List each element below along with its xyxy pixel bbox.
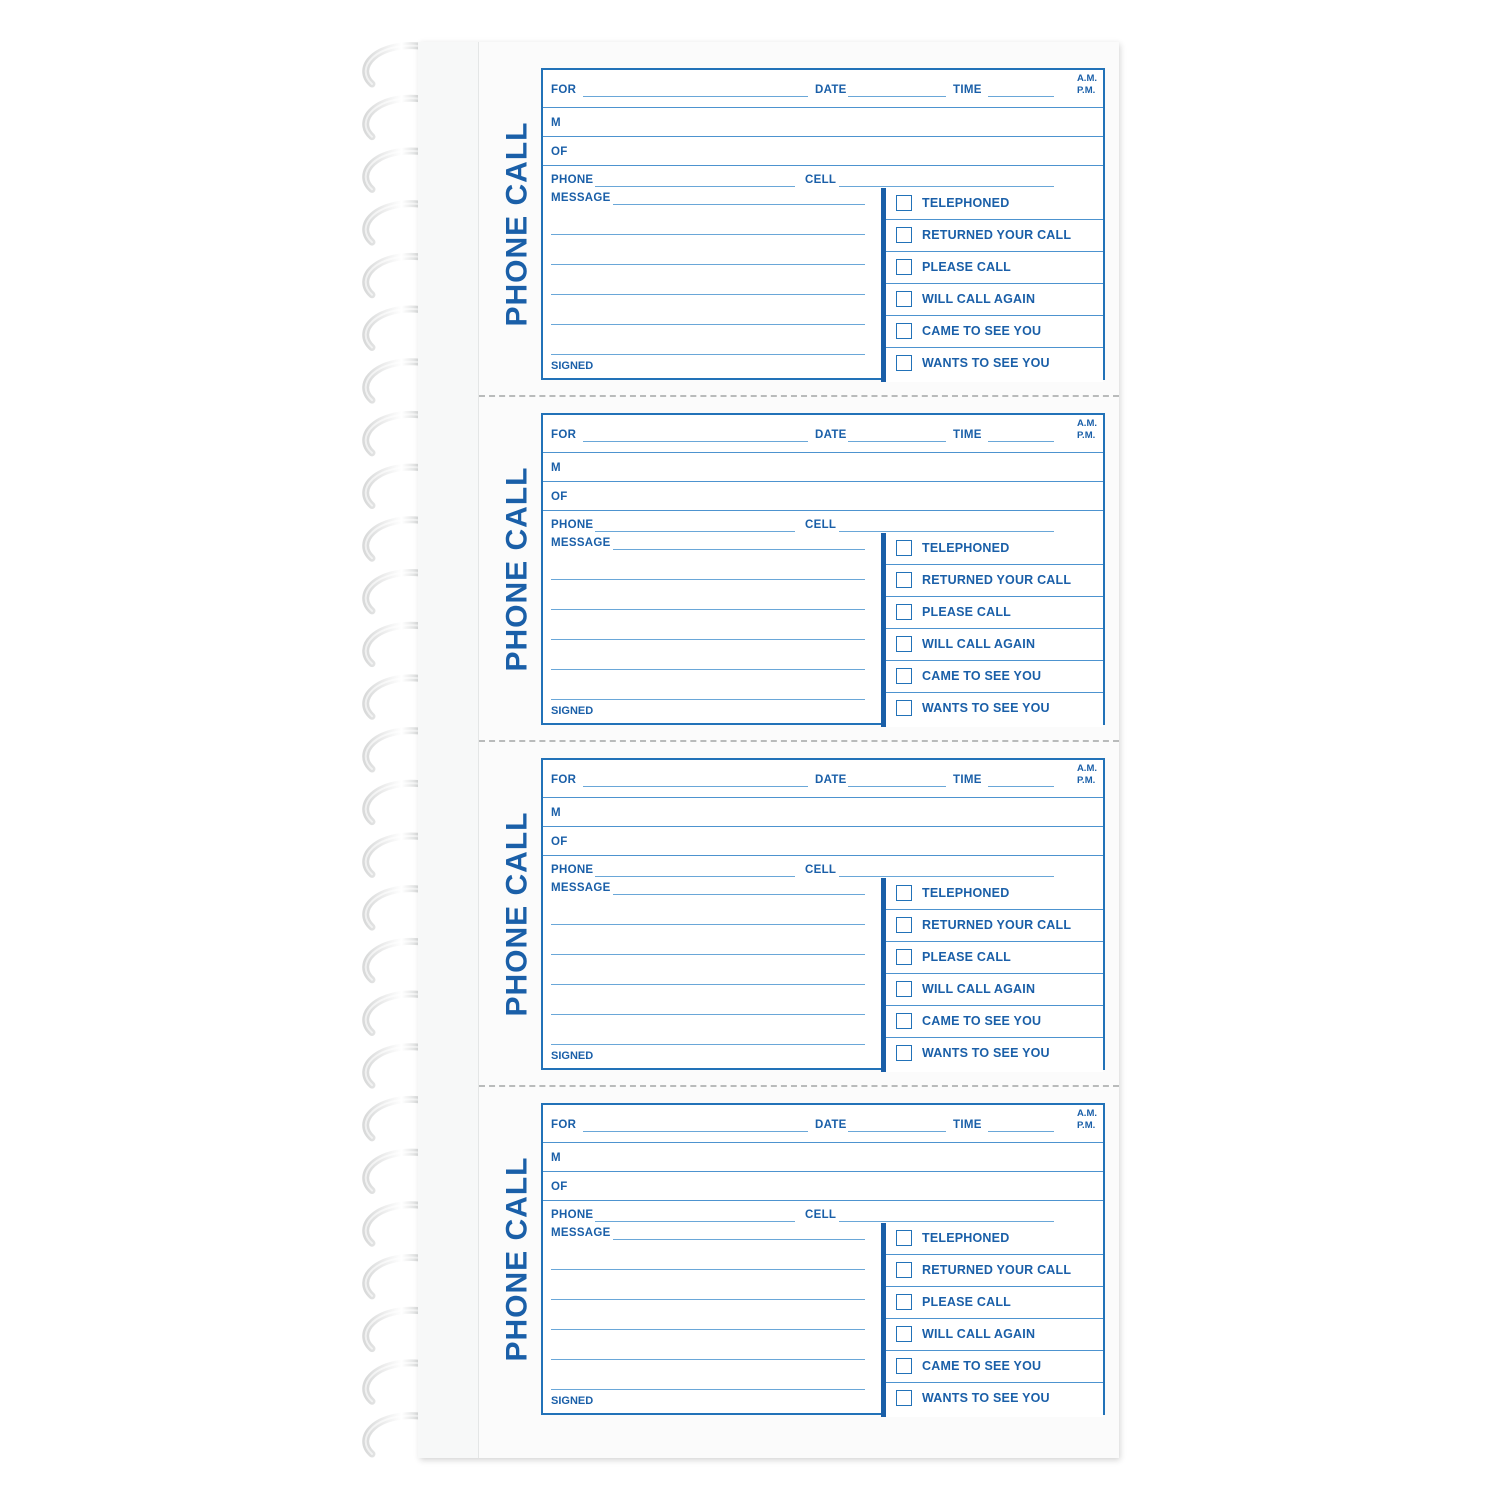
- checkbox-row[interactable]: TELEPHONED: [886, 878, 1103, 910]
- label-date: DATE: [815, 1119, 847, 1131]
- checkbox[interactable]: [896, 323, 912, 339]
- label-signed: SIGNED: [551, 360, 594, 372]
- checkbox[interactable]: [896, 1262, 912, 1278]
- action-checkbox-panel[interactable]: [881, 878, 1103, 1072]
- action-checkbox-panel[interactable]: [881, 533, 1103, 727]
- checkbox-row[interactable]: CAME TO SEE YOU: [886, 661, 1103, 693]
- phone-message-slip[interactable]: [479, 742, 1119, 1087]
- label-date: DATE: [815, 429, 847, 441]
- label-am-pm: A.M. P.M.: [1076, 73, 1097, 96]
- checkbox-row[interactable]: WANTS TO SEE YOU: [886, 1383, 1103, 1415]
- row-m: [543, 1143, 1103, 1172]
- checkbox-row[interactable]: RETURNED YOUR CALL: [886, 565, 1103, 597]
- label-for: FOR: [551, 1119, 577, 1131]
- label-time: TIME: [953, 1119, 982, 1131]
- checkbox[interactable]: [896, 949, 912, 965]
- phone-message-slip[interactable]: [479, 1087, 1119, 1432]
- row-of: [543, 827, 1103, 856]
- label-message: MESSAGE: [551, 192, 611, 204]
- label-signed: SIGNED: [551, 1050, 594, 1062]
- checkbox-row[interactable]: PLEASE CALL: [886, 597, 1103, 629]
- checkbox-row[interactable]: CAME TO SEE YOU: [886, 316, 1103, 348]
- checkbox[interactable]: [896, 227, 912, 243]
- checkbox[interactable]: [896, 700, 912, 716]
- label-phone: PHONE: [551, 174, 594, 186]
- checkbox[interactable]: [896, 1045, 912, 1061]
- slip-form: [541, 1103, 1105, 1415]
- checkbox[interactable]: [896, 355, 912, 371]
- row-for-date-time: [543, 760, 1103, 798]
- label-signed: SIGNED: [551, 705, 594, 717]
- label-cell: CELL: [805, 1209, 837, 1221]
- checkbox[interactable]: [896, 572, 912, 588]
- row-of: [543, 137, 1103, 166]
- label-message: MESSAGE: [551, 1227, 611, 1239]
- checkbox-row[interactable]: RETURNED YOUR CALL: [886, 1255, 1103, 1287]
- checkbox-row[interactable]: PLEASE CALL: [886, 942, 1103, 974]
- action-checkbox-panel[interactable]: [881, 1223, 1103, 1417]
- label-cell: CELL: [805, 519, 837, 531]
- checkbox[interactable]: [896, 1326, 912, 1342]
- checkbox-row[interactable]: WANTS TO SEE YOU: [886, 693, 1103, 725]
- label-date: DATE: [815, 774, 847, 786]
- row-m: [543, 798, 1103, 827]
- label-time: TIME: [953, 429, 982, 441]
- checkbox-row[interactable]: TELEPHONED: [886, 188, 1103, 220]
- checkbox[interactable]: [896, 1294, 912, 1310]
- checkbox-row[interactable]: WANTS TO SEE YOU: [886, 348, 1103, 380]
- label-for: FOR: [551, 429, 577, 441]
- checkbox-row[interactable]: PLEASE CALL: [886, 252, 1103, 284]
- label-of: OF: [551, 836, 568, 848]
- label-of: OF: [551, 146, 568, 158]
- label-message: MESSAGE: [551, 882, 611, 894]
- checkbox-row[interactable]: WILL CALL AGAIN: [886, 629, 1103, 661]
- checkbox[interactable]: [896, 259, 912, 275]
- label-m: M: [551, 807, 561, 819]
- label-signed: SIGNED: [551, 1395, 594, 1407]
- label-for: FOR: [551, 84, 577, 96]
- action-checkbox-panel[interactable]: [881, 188, 1103, 382]
- checkbox-row[interactable]: CAME TO SEE YOU: [886, 1006, 1103, 1038]
- notepad-sheet: [478, 42, 1119, 1458]
- message-block[interactable]: [543, 880, 873, 1070]
- checkbox-row[interactable]: CAME TO SEE YOU: [886, 1351, 1103, 1383]
- slip-form: [541, 413, 1105, 725]
- label-m: M: [551, 117, 561, 129]
- label-cell: CELL: [805, 174, 837, 186]
- phone-message-slip[interactable]: [479, 397, 1119, 742]
- notepad-body: [418, 42, 1118, 1458]
- checkbox[interactable]: [896, 1358, 912, 1374]
- checkbox[interactable]: [896, 1390, 912, 1406]
- label-time: TIME: [953, 774, 982, 786]
- row-m: [543, 453, 1103, 482]
- slip-form: [541, 68, 1105, 380]
- checkbox[interactable]: [896, 917, 912, 933]
- slip-title: PHONE CALL: [500, 121, 533, 327]
- row-of: [543, 1172, 1103, 1201]
- slip-title: PHONE CALL: [500, 466, 533, 672]
- label-of: OF: [551, 491, 568, 503]
- message-block[interactable]: [543, 1225, 873, 1415]
- checkbox[interactable]: [896, 636, 912, 652]
- label-am-pm: A.M. P.M.: [1076, 763, 1097, 786]
- row-for-date-time: [543, 70, 1103, 108]
- checkbox[interactable]: [896, 885, 912, 901]
- checkbox-row[interactable]: TELEPHONED: [886, 1223, 1103, 1255]
- label-phone: PHONE: [551, 1209, 594, 1221]
- label-cell: CELL: [805, 864, 837, 876]
- checkbox[interactable]: [896, 291, 912, 307]
- message-block[interactable]: [543, 190, 873, 380]
- row-of: [543, 482, 1103, 511]
- label-phone: PHONE: [551, 864, 594, 876]
- label-time: TIME: [953, 84, 982, 96]
- label-am-pm: A.M. P.M.: [1076, 418, 1097, 441]
- slip-title: PHONE CALL: [500, 1156, 533, 1362]
- checkbox-row[interactable]: WILL CALL AGAIN: [886, 284, 1103, 316]
- checkbox[interactable]: [896, 1013, 912, 1029]
- label-for: FOR: [551, 774, 577, 786]
- row-m: [543, 108, 1103, 137]
- checkbox[interactable]: [896, 1230, 912, 1246]
- row-for-date-time: [543, 1105, 1103, 1143]
- label-date: DATE: [815, 84, 847, 96]
- message-block[interactable]: [543, 535, 873, 725]
- label-am-pm: A.M. P.M.: [1076, 1108, 1097, 1131]
- checkbox-row[interactable]: WILL CALL AGAIN: [886, 974, 1103, 1006]
- checkbox[interactable]: [896, 981, 912, 997]
- row-for-date-time: [543, 415, 1103, 453]
- checkbox-row[interactable]: WANTS TO SEE YOU: [886, 1038, 1103, 1070]
- phone-message-slip[interactable]: [479, 52, 1119, 397]
- label-m: M: [551, 462, 561, 474]
- checkbox[interactable]: [896, 540, 912, 556]
- label-message: MESSAGE: [551, 537, 611, 549]
- checkbox[interactable]: [896, 604, 912, 620]
- checkbox-row[interactable]: WILL CALL AGAIN: [886, 1319, 1103, 1351]
- checkbox-row[interactable]: PLEASE CALL: [886, 1287, 1103, 1319]
- label-m: M: [551, 1152, 561, 1164]
- label-of: OF: [551, 1181, 568, 1193]
- checkbox-row[interactable]: RETURNED YOUR CALL: [886, 910, 1103, 942]
- checkbox[interactable]: [896, 195, 912, 211]
- label-phone: PHONE: [551, 519, 594, 531]
- checkbox-row[interactable]: RETURNED YOUR CALL: [886, 220, 1103, 252]
- slip-title: PHONE CALL: [500, 811, 533, 1017]
- slip-form: [541, 758, 1105, 1070]
- checkbox[interactable]: [896, 668, 912, 684]
- checkbox-row[interactable]: TELEPHONED: [886, 533, 1103, 565]
